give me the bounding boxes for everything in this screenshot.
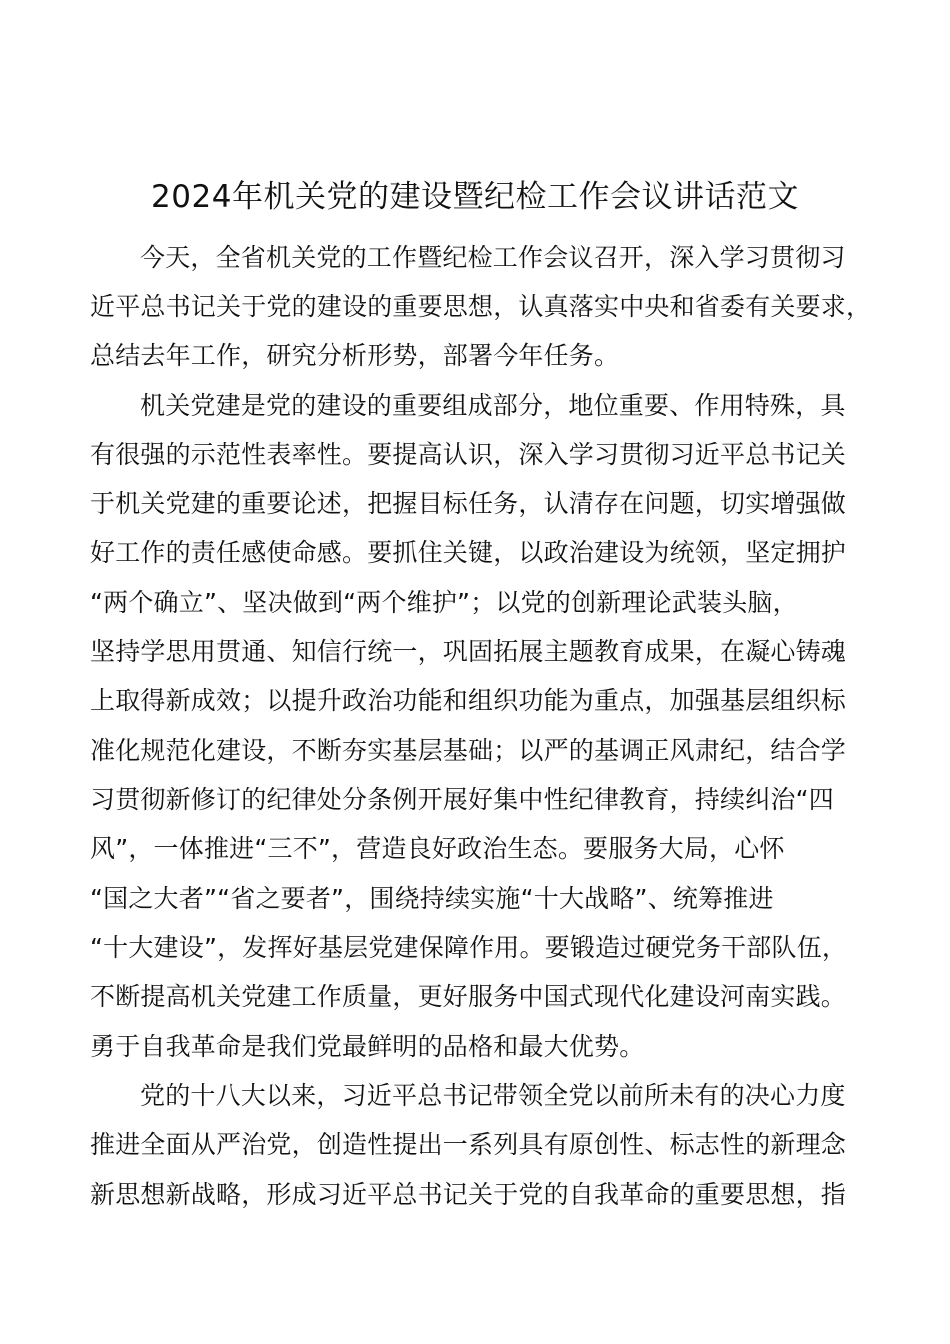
paragraph-line: 机关党建是党的建设的重要组成部分，地位重要、作用特殊，具: [140, 391, 846, 420]
paragraph-line: 勇于自我革命是我们党最鲜明的品格和最大优势。: [90, 1032, 645, 1061]
paragraph-line: 近平总书记关于党的建设的重要思想，认真落实中央和省委有关要求，: [90, 292, 872, 321]
paragraph-line: 新思想新战略，形成习近平总书记关于党的自我革命的重要思想，指: [90, 1180, 847, 1209]
paragraph-line: 坚持学思用贯通、知信行统一，巩固拓展主题教育成果，在凝心铸魂: [90, 637, 847, 666]
paragraph-line: 风”，一体推进“三不”，营造良好政治生态。要服务大局，心怀: [90, 834, 785, 863]
paragraph-line: 不断提高机关党建工作质量，更好服务中国式现代化建设河南实践。: [90, 982, 847, 1011]
paragraph-line: “两个确立”、坚决做到“两个维护”；以党的创新理论武装头脑，: [90, 588, 798, 617]
paragraph-line: 党的十八大以来，习近平总书记带领全党以前所未有的决心力度: [140, 1081, 846, 1110]
paragraph-line: 今天，全省机关党的工作暨纪检工作会议召开，深入学习贯彻习: [140, 243, 846, 272]
paragraph-line: “国之大者”“省之要者”，围绕持续实施“十大战略”、统筹推进: [90, 884, 774, 913]
paragraph-line: 习贯彻新修订的纪律处分条例开展好集中性纪律教育，持续纠治“四: [90, 785, 834, 814]
paragraph-line: 好工作的责任感使命感。要抓住关键，以政治建设为统领，坚定拥护: [90, 538, 847, 567]
paragraph-line: “十大建设”，发挥好基层党建保障作用。要锻造过硬党务干部队伍，: [90, 933, 848, 962]
document-title: 2024年机关党的建设暨纪检工作会议讲话范文: [151, 179, 799, 215]
paragraph-line: 推进全面从严治党，创造性提出一系列具有原创性、标志性的新理念: [90, 1130, 847, 1159]
paragraph-line: 总结去年工作，研究分析形势，部署今年任务。: [90, 341, 620, 370]
paragraph-line: 有很强的示范性表率性。要提高认识，深入学习贯彻习近平总书记关: [90, 440, 847, 469]
paragraph-line: 准化规范化建设，不断夯实基层基础；以严的基调正风肃纪，结合学: [90, 736, 847, 765]
paragraph-line: 于机关党建的重要论述，把握目标任务，认清存在问题，切实增强做: [90, 489, 847, 518]
paragraph-line: 上取得新成效；以提升政治功能和组织功能为重点，加强基层组织标: [90, 686, 847, 715]
